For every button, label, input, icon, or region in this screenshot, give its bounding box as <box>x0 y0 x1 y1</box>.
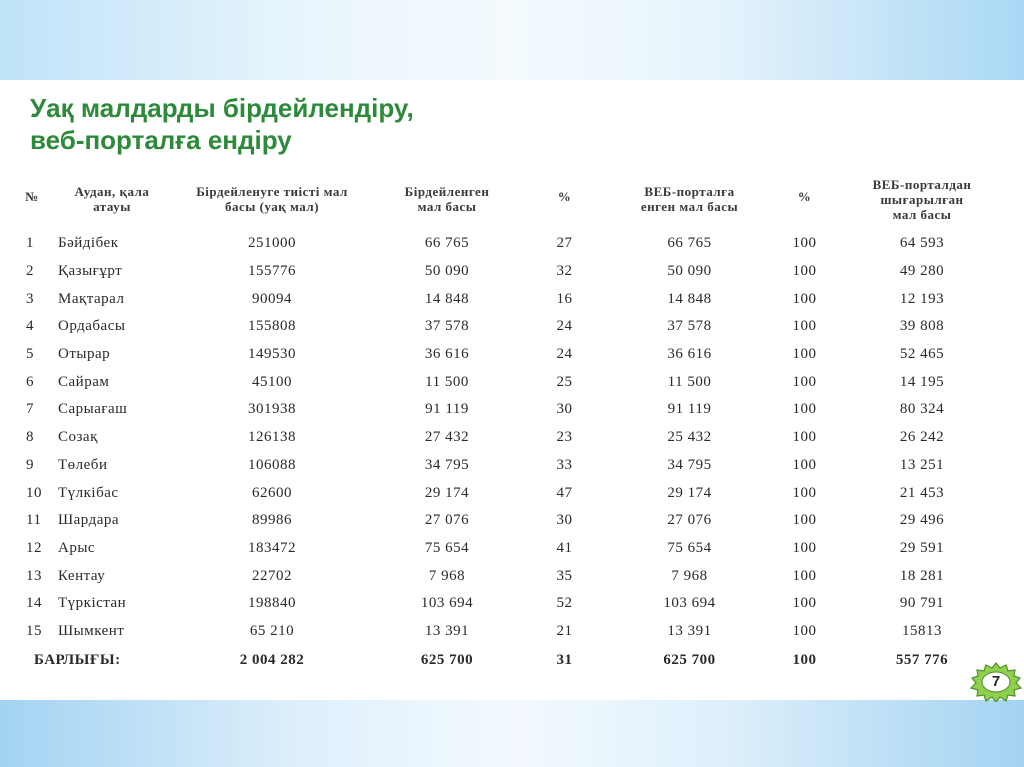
identified-percent: 21 <box>556 622 573 639</box>
page-number-badge <box>970 662 1022 702</box>
row-number: 12 <box>26 539 42 556</box>
planned-count: 155808 <box>248 318 296 335</box>
row-number: 15 <box>26 622 42 639</box>
row-number: 2 <box>26 263 34 280</box>
table-row <box>12 507 1007 535</box>
table-body <box>12 230 1007 645</box>
header-identified: Бірдейленген мал басы <box>404 184 490 214</box>
web-percent: 100 <box>792 567 817 584</box>
identified-percent: 47 <box>556 484 573 501</box>
table-row <box>12 535 1007 563</box>
web-percent: 100 <box>792 263 817 280</box>
row-number: 9 <box>26 456 34 473</box>
web-removed-count: 15813 <box>902 622 942 639</box>
total-web-entered: 625 700 <box>663 651 716 668</box>
identified-count: 34 795 <box>424 456 470 473</box>
header-district: Аудан, қала атауы <box>74 184 150 214</box>
web-entered-count: 66 765 <box>667 235 712 252</box>
web-removed-count: 21 453 <box>899 484 945 501</box>
identified-count: 27 076 <box>424 512 470 529</box>
web-percent: 100 <box>792 290 817 307</box>
web-entered-count: 75 654 <box>667 539 712 556</box>
identified-count: 66 765 <box>424 235 470 252</box>
web-percent: 100 <box>792 318 817 335</box>
identified-count: 11 500 <box>425 373 469 390</box>
web-entered-count: 13 391 <box>667 622 712 639</box>
planned-count: 90094 <box>252 290 292 307</box>
planned-count: 126138 <box>248 429 296 446</box>
identified-count: 91 119 <box>425 401 469 418</box>
row-number: 1 <box>26 235 34 252</box>
web-removed-count: 18 281 <box>899 567 945 584</box>
identified-percent: 16 <box>556 290 573 307</box>
total-identified: 625 700 <box>420 651 474 668</box>
district-name: Мақтарал <box>58 290 125 307</box>
table-row <box>12 368 1007 396</box>
header-web-removed: ВЕБ-порталдан шығарылған мал басы <box>872 176 972 222</box>
web-percent: 100 <box>792 346 817 363</box>
web-percent: 100 <box>792 512 817 529</box>
slide-title-line-1: Уақ малдарды бірдейлендіру, <box>30 93 414 123</box>
identified-percent: 27 <box>556 235 573 252</box>
planned-count: 22702 <box>252 567 292 584</box>
planned-count: 106088 <box>248 456 296 473</box>
header-number: № <box>25 188 39 204</box>
web-removed-count: 14 195 <box>899 373 945 390</box>
row-number: 8 <box>26 429 34 446</box>
identified-percent: 24 <box>556 346 573 363</box>
district-name: Сайрам <box>58 373 110 390</box>
identified-percent: 30 <box>556 512 573 529</box>
web-entered-count: 103 694 <box>663 595 716 612</box>
web-removed-count: 29 591 <box>899 539 945 556</box>
identified-percent: 41 <box>556 539 573 556</box>
planned-count: 62600 <box>252 484 292 501</box>
identified-percent: 23 <box>556 429 573 446</box>
table-row <box>12 618 1007 646</box>
web-removed-count: 29 496 <box>899 512 945 529</box>
total-web-removed: 557 776 <box>895 651 949 668</box>
table-row <box>12 230 1007 258</box>
planned-count: 65 210 <box>249 622 295 639</box>
district-name: Отырар <box>58 346 111 363</box>
district-name: Шымкент <box>58 622 125 639</box>
header-percent-1: % <box>557 188 572 204</box>
header-planned: Бірдейленуге тиісті мал басы (уақ мал) <box>196 184 348 214</box>
identified-percent: 35 <box>556 567 573 584</box>
web-percent: 100 <box>792 429 817 446</box>
web-entered-count: 29 174 <box>667 484 712 501</box>
web-entered-count: 11 500 <box>667 373 712 390</box>
district-name: Арыс <box>58 539 96 556</box>
web-percent: 100 <box>792 373 817 390</box>
web-removed-count: 80 324 <box>899 401 945 418</box>
row-number: 4 <box>26 318 34 335</box>
web-removed-count: 26 242 <box>899 429 945 446</box>
web-entered-count: 14 848 <box>667 290 712 307</box>
web-percent: 100 <box>792 539 817 556</box>
planned-count: 251000 <box>248 235 296 252</box>
row-number: 5 <box>26 346 34 363</box>
web-entered-count: 34 795 <box>667 456 712 473</box>
table-row <box>12 285 1007 313</box>
table-row <box>12 424 1007 452</box>
web-removed-count: 64 593 <box>899 235 945 252</box>
identified-count: 75 654 <box>424 539 470 556</box>
planned-count: 45100 <box>252 373 292 390</box>
web-entered-count: 27 076 <box>667 512 712 529</box>
web-entered-count: 7 968 <box>671 567 708 584</box>
slide-title-line-2: веб-порталға ендіру <box>30 125 292 155</box>
planned-count: 198840 <box>248 595 296 612</box>
district-name: Шардара <box>58 512 120 529</box>
identified-percent: 25 <box>556 373 573 390</box>
table-row <box>12 396 1007 424</box>
planned-count: 155776 <box>248 263 296 280</box>
total-percent-2: 100 <box>792 651 817 668</box>
district-name: Созақ <box>58 429 98 446</box>
table-row <box>12 258 1007 286</box>
table-total-row <box>12 645 1007 675</box>
identified-count: 29 174 <box>424 484 470 501</box>
web-percent: 100 <box>792 401 817 418</box>
district-name: Бәйдібек <box>58 235 119 252</box>
identified-percent: 30 <box>556 401 573 418</box>
row-number: 11 <box>26 512 42 529</box>
total-label: БАРЛЫҒЫ: <box>34 651 121 668</box>
identified-percent: 33 <box>556 456 573 473</box>
page-number: 7 <box>991 673 1001 690</box>
district-name: Түлкібас <box>58 484 119 501</box>
planned-count: 301938 <box>248 401 296 418</box>
district-name: Қазығұрт <box>58 263 123 280</box>
web-removed-count: 90 791 <box>899 595 945 612</box>
identified-count: 27 432 <box>424 429 470 446</box>
planned-count: 89986 <box>252 512 292 529</box>
planned-count: 183472 <box>248 539 296 556</box>
total-planned: 2 004 282 <box>239 651 305 668</box>
planned-count: 149530 <box>248 346 296 363</box>
header-web-entered: ВЕБ-порталға енген мал басы <box>640 184 739 214</box>
web-percent: 100 <box>792 235 817 252</box>
row-number: 13 <box>26 567 42 584</box>
web-removed-count: 49 280 <box>899 263 945 280</box>
identified-count: 37 578 <box>424 318 470 335</box>
district-name: Түркістан <box>58 595 127 612</box>
row-number: 10 <box>26 484 42 501</box>
identified-count: 103 694 <box>420 595 474 612</box>
web-percent: 100 <box>792 484 817 501</box>
web-removed-count: 12 193 <box>899 290 945 307</box>
bottom-decor-band <box>0 700 1024 767</box>
identified-percent: 52 <box>556 595 573 612</box>
district-name: Төлеби <box>58 456 108 473</box>
top-decor-band <box>0 0 1024 80</box>
identified-count: 36 616 <box>424 346 470 363</box>
total-percent-1: 31 <box>556 651 573 668</box>
web-percent: 100 <box>792 456 817 473</box>
identified-percent: 24 <box>556 318 573 335</box>
identified-count: 50 090 <box>424 263 470 280</box>
web-entered-count: 50 090 <box>667 263 712 280</box>
row-number: 3 <box>26 290 34 307</box>
table-row <box>12 479 1007 507</box>
identified-count: 7 968 <box>428 567 466 584</box>
header-percent-2: % <box>797 188 812 204</box>
web-entered-count: 91 119 <box>667 401 712 418</box>
identified-count: 14 848 <box>424 290 470 307</box>
web-removed-count: 52 465 <box>899 346 945 363</box>
identified-count: 13 391 <box>424 622 470 639</box>
district-name: Сарыағаш <box>58 401 128 418</box>
slide-title <box>30 92 414 156</box>
web-percent: 100 <box>792 595 817 612</box>
web-entered-count: 25 432 <box>667 429 712 446</box>
identified-percent: 32 <box>556 263 573 280</box>
web-percent: 100 <box>792 622 817 639</box>
row-number: 6 <box>26 373 34 390</box>
table-header-row <box>12 168 1007 230</box>
district-name: Ордабасы <box>58 318 126 335</box>
table-row <box>12 590 1007 618</box>
table-row <box>12 341 1007 369</box>
table-row <box>12 452 1007 480</box>
web-entered-count: 37 578 <box>667 318 712 335</box>
row-number: 14 <box>26 595 42 612</box>
web-entered-count: 36 616 <box>667 346 712 363</box>
table-row <box>12 562 1007 590</box>
web-removed-count: 39 808 <box>899 318 945 335</box>
table-row <box>12 313 1007 341</box>
row-number: 7 <box>26 401 34 418</box>
web-removed-count: 13 251 <box>899 456 945 473</box>
district-name: Кентау <box>58 567 106 584</box>
livestock-table <box>12 168 1007 675</box>
